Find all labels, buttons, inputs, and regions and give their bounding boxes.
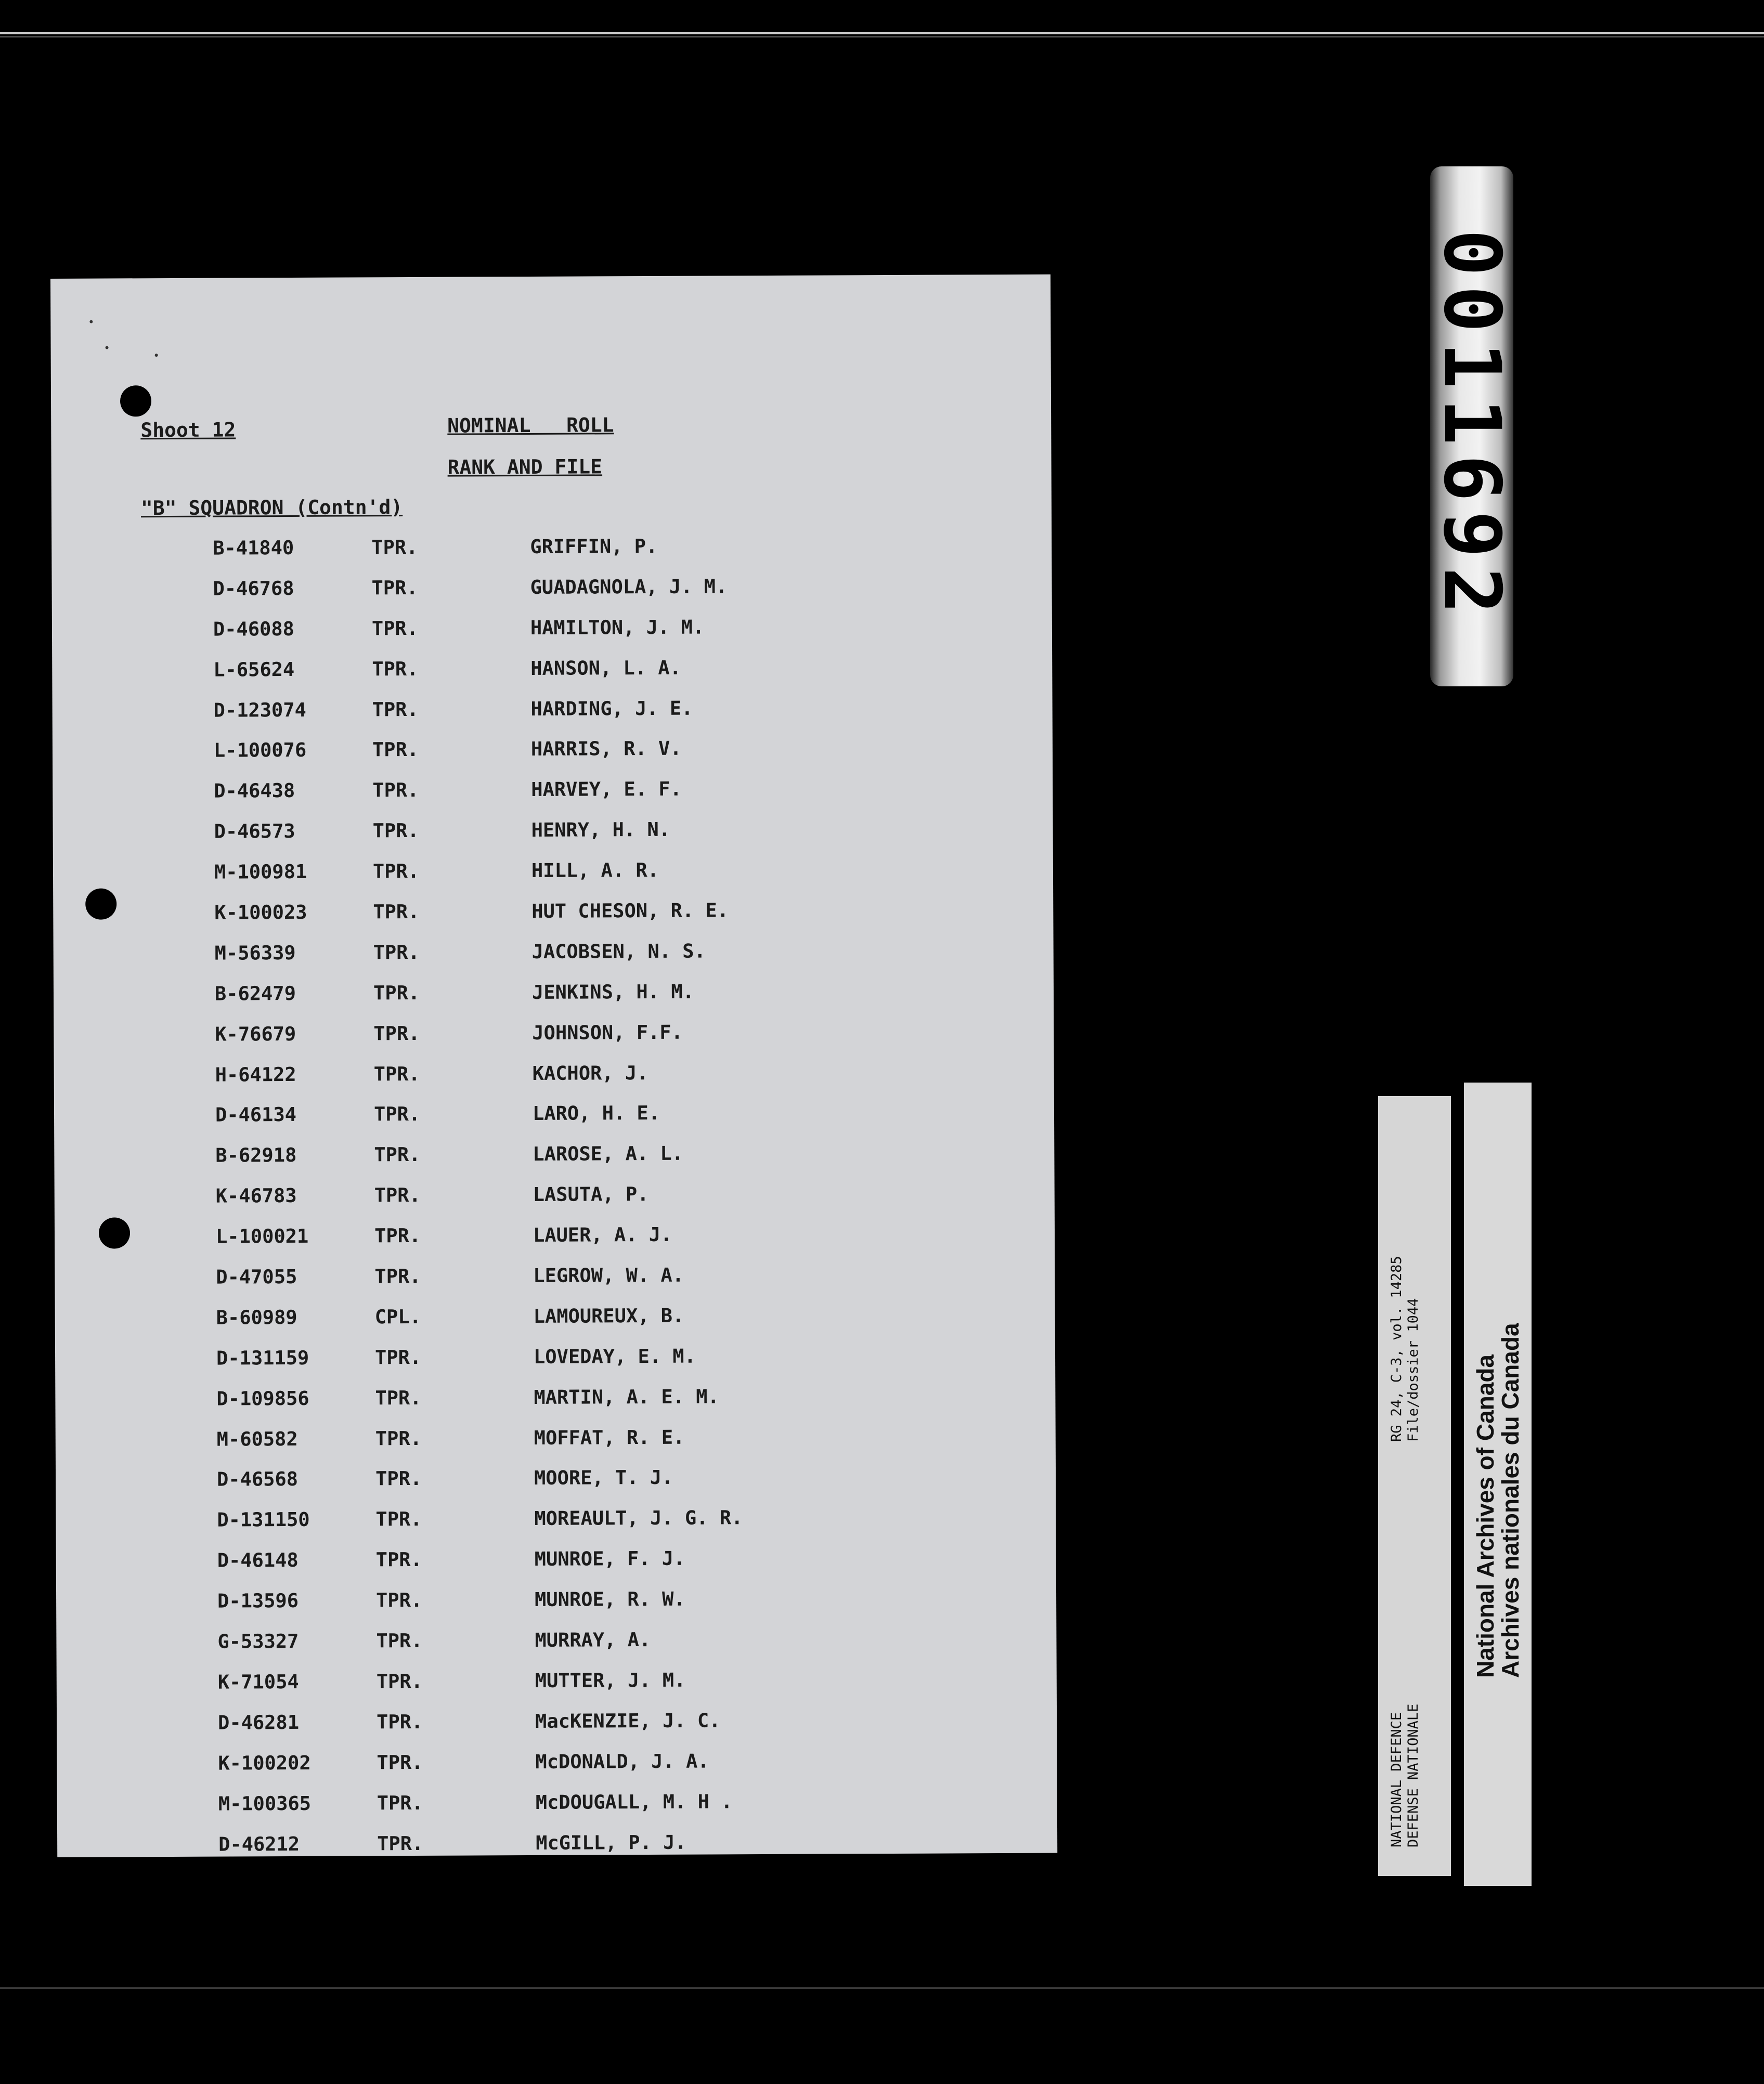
- member-name: HUT CHESON, R. E.: [531, 899, 729, 922]
- roll-entry: [213, 575, 889, 618]
- rank: TPR.: [372, 779, 419, 802]
- roll-entry: [218, 1668, 894, 1712]
- member-name: JENKINS, H. M.: [531, 980, 694, 1004]
- member-name: LEGROW, W. A.: [533, 1264, 684, 1287]
- film-top-edge: [0, 32, 1764, 34]
- service-number: D-123074: [213, 698, 306, 722]
- roll-entry: [213, 534, 889, 578]
- service-number: M-56339: [214, 941, 296, 965]
- rank: TPR.: [376, 1629, 423, 1652]
- roll-list: [213, 534, 894, 1858]
- document-subtitle: RANK AND FILE: [447, 455, 603, 479]
- document-title: NOMINAL ROLL: [447, 413, 614, 437]
- member-name: McDOUGALL, M. H .: [535, 1790, 733, 1814]
- speck: [155, 354, 158, 357]
- roll-entry: [216, 1385, 892, 1428]
- member-name: KACHOR, J.: [532, 1061, 648, 1085]
- service-number: L-100076: [213, 739, 307, 762]
- service-number: M-60582: [216, 1427, 298, 1451]
- service-number: B-60989: [216, 1306, 297, 1329]
- service-number: D-46573: [214, 820, 295, 843]
- roll-list-container: [213, 534, 894, 1858]
- microfilm-frame-counter: [1426, 166, 1517, 686]
- film-top-edge-shadow: [0, 36, 1764, 37]
- archive-reference-file: File/dossier 1044: [1405, 1298, 1421, 1442]
- department-line-en: NATIONAL DEFENCE: [1389, 1712, 1405, 1847]
- rank: TPR.: [377, 1710, 423, 1734]
- member-name: HARDING, J. E.: [530, 697, 693, 720]
- service-number: D-131159: [216, 1346, 309, 1370]
- rank: TPR.: [373, 981, 420, 1005]
- archive-reference-label: [1378, 1096, 1451, 1876]
- member-name: MOREAULT, J. G. R.: [534, 1506, 743, 1530]
- roll-entry: [217, 1506, 893, 1549]
- roll-entry: [215, 980, 891, 1023]
- rank: TPR.: [371, 576, 418, 600]
- department-line-fr: DEFENSE NATIONALE: [1405, 1703, 1421, 1847]
- speck: [106, 346, 109, 349]
- punch-hole-bottom: [99, 1217, 130, 1248]
- roll-entry: [215, 939, 891, 983]
- rank: TPR.: [375, 1386, 422, 1409]
- roll-entry: [216, 1263, 892, 1307]
- service-number: K-71054: [217, 1670, 299, 1694]
- member-name: LARO, H. E.: [532, 1102, 660, 1125]
- service-number: G-53327: [217, 1630, 299, 1653]
- member-name: HARVEY, E. F.: [531, 778, 682, 801]
- roll-entry: [214, 817, 890, 861]
- rank: TPR.: [377, 1791, 423, 1814]
- member-name: GRIFFIN, P.: [530, 535, 658, 558]
- roll-entry: [217, 1627, 893, 1671]
- roll-entry: [217, 1425, 893, 1469]
- member-name: MUTTER, J. M.: [535, 1669, 686, 1692]
- rank: TPR.: [373, 1022, 420, 1045]
- roll-entry: [218, 1830, 894, 1857]
- rank: TPR.: [375, 1508, 422, 1531]
- service-number: B-62479: [214, 982, 296, 1005]
- member-name: MOFFAT, R. E.: [534, 1426, 685, 1449]
- service-number: D-46568: [216, 1468, 299, 1491]
- squadron-heading-text: "B" SQUADRON (Contn'd): [140, 496, 403, 520]
- rank: TPR.: [375, 1548, 422, 1571]
- rank: TPR.: [374, 1143, 421, 1166]
- roll-entry: [218, 1709, 894, 1752]
- service-number: D-46438: [214, 779, 295, 802]
- service-number: B-41840: [213, 536, 294, 559]
- member-name: MUNROE, R. W.: [535, 1587, 685, 1611]
- punch-hole-top: [120, 385, 151, 416]
- film-bottom-edge: [0, 1987, 1764, 1989]
- rank: CPL.: [374, 1305, 421, 1328]
- roll-entry: [214, 898, 890, 942]
- punch-hole-middle: [85, 888, 116, 919]
- roll-entry: [213, 656, 889, 699]
- service-number: D-131150: [217, 1508, 310, 1531]
- archive-name-en: National Archives of Canada: [1472, 1354, 1499, 1678]
- rank: TPR.: [375, 1467, 422, 1490]
- member-name: JOHNSON, F.F.: [532, 1021, 683, 1044]
- service-number: H-64122: [215, 1063, 296, 1086]
- rank: TPR.: [371, 617, 419, 640]
- member-name: MURRAY, A.: [535, 1629, 651, 1652]
- roll-entry: [217, 1546, 893, 1590]
- member-name: LOVEDAY, E. M.: [533, 1345, 696, 1368]
- service-number: L-65624: [213, 658, 295, 681]
- roll-entry: [214, 736, 890, 780]
- service-number: K-100023: [214, 901, 307, 924]
- rank: TPR.: [373, 941, 420, 964]
- rank: TPR.: [372, 819, 419, 842]
- member-name: HENRY, H. N.: [531, 818, 671, 842]
- service-number: D-47055: [216, 1265, 297, 1288]
- rank: TPR.: [373, 1062, 420, 1085]
- rank: TPR.: [372, 860, 420, 883]
- rank: TPR.: [372, 657, 419, 680]
- member-name: HILL, A. R.: [531, 859, 659, 882]
- member-name: McDONALD, J. A.: [535, 1750, 709, 1773]
- roll-entry: [217, 1587, 893, 1631]
- rank: TPR.: [374, 1184, 421, 1207]
- service-number: B-62918: [215, 1144, 297, 1167]
- service-number: K-100202: [218, 1751, 311, 1775]
- member-name: LAROSE, A. L.: [533, 1142, 684, 1166]
- roll-entry: [215, 1020, 891, 1064]
- roll-entry: [216, 1222, 892, 1266]
- service-number: M-100981: [214, 860, 307, 883]
- member-name: LAMOUREUX, B.: [533, 1304, 684, 1327]
- archive-name-label: [1464, 1083, 1532, 1886]
- service-number: D-46212: [218, 1832, 300, 1856]
- roll-entry: [214, 696, 890, 740]
- member-name: HANSON, L. A.: [530, 656, 681, 680]
- archive-name-fr: Archives nationales du Canada: [1497, 1323, 1524, 1678]
- service-number: L-100021: [215, 1225, 309, 1248]
- roll-entry: [216, 1344, 892, 1388]
- rank: TPR.: [376, 1670, 423, 1693]
- rank: TPR.: [377, 1832, 424, 1855]
- roll-entry: [215, 1141, 891, 1185]
- roll-entry: [217, 1465, 893, 1509]
- roll-entry: [218, 1790, 894, 1833]
- service-number: D-46134: [215, 1103, 297, 1127]
- member-name: HAMILTON, J. M.: [530, 616, 705, 639]
- roll-entry: [214, 777, 890, 820]
- member-name: LASUTA, P.: [533, 1183, 649, 1206]
- member-name: GUADAGNOLA, J. M.: [530, 575, 728, 598]
- service-number: D-46281: [218, 1711, 300, 1734]
- service-number: M-100365: [218, 1792, 312, 1815]
- roll-entry: [214, 858, 890, 902]
- roll-entry: [215, 1061, 891, 1104]
- member-name: MUNROE, F. J.: [534, 1547, 685, 1571]
- rank: TPR.: [374, 1346, 422, 1369]
- member-name: MARTIN, A. E. M.: [534, 1385, 719, 1409]
- roll-entry: [218, 1749, 894, 1793]
- rank: TPR.: [376, 1589, 423, 1612]
- squadron-heading: [141, 496, 403, 519]
- roll-entry: [215, 1101, 891, 1144]
- service-number: D-46768: [213, 577, 294, 600]
- service-number: D-13596: [217, 1590, 299, 1612]
- member-name: HARRIS, R. V.: [530, 737, 682, 761]
- rank: TPR.: [374, 1225, 421, 1247]
- rank: TPR.: [377, 1751, 423, 1774]
- rank: TPR.: [371, 536, 418, 559]
- member-name: LAUER, A. J.: [533, 1223, 672, 1247]
- rank: TPR.: [373, 1103, 421, 1126]
- rank: TPR.: [374, 1265, 421, 1288]
- speck: [89, 320, 93, 323]
- member-name: McGILL, P. J.: [536, 1831, 686, 1854]
- member-name: MOORE, T. J.: [534, 1466, 673, 1490]
- member-name: JACOBSEN, N. S.: [531, 940, 706, 963]
- roll-entry: [216, 1182, 892, 1226]
- rank: TPR.: [372, 698, 419, 721]
- archive-reference-volume: RG 24, C-3, vol. 14285: [1389, 1256, 1405, 1442]
- service-number: K-46783: [215, 1184, 297, 1207]
- nominal-roll-sheet: [50, 275, 1057, 1857]
- service-number: D-109856: [216, 1387, 309, 1410]
- rank: TPR.: [373, 900, 420, 923]
- roll-entry: [213, 615, 889, 659]
- rank: TPR.: [372, 738, 419, 761]
- member-name: MacKENZIE, J. C.: [535, 1709, 721, 1733]
- service-number: K-76679: [215, 1022, 296, 1046]
- service-number: D-46088: [213, 617, 294, 641]
- rank: TPR.: [375, 1427, 422, 1450]
- frame-number: 0011692: [1426, 229, 1517, 624]
- roll-entry: [216, 1304, 892, 1347]
- sheet-label: Shoot 12: [140, 418, 236, 442]
- service-number: D-46148: [217, 1549, 299, 1572]
